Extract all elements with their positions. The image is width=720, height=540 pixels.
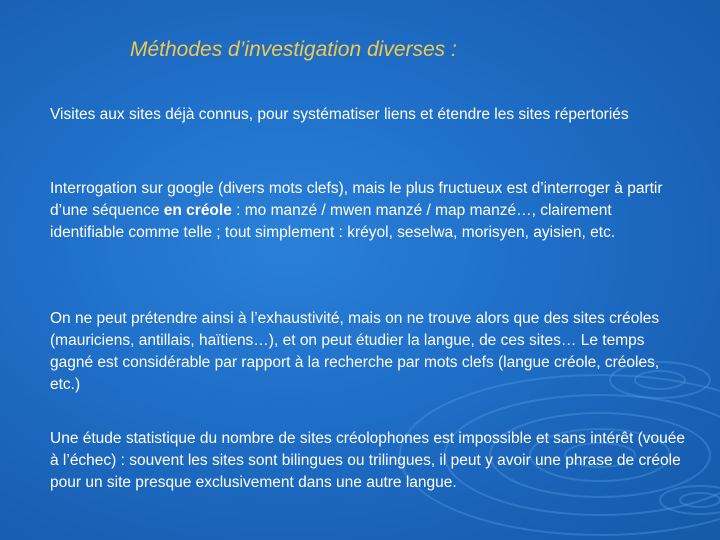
paragraph-google-search-bold: en créole [163, 202, 232, 219]
slide-title: Méthodes d’investigation diverses : [130, 38, 457, 61]
paragraph-exhaustivity: On ne peut prétendre ainsi à l’exhaustivité, mais on ne trouve alors que des sites créoles (mauriciens, antillais, haïtiens…), et on peut étudier la langue, de ces sites… Le temps gagné est considérable par rapport à la recherche par mots clefs (langue créole, créoles, etc.) [50, 310, 660, 393]
paragraph-google-search-rest: : mo manzé / mwen manzé / map manzé…, clairement identifiable comme telle ; tout simplement : kréyol, seselwa, morisyen, ayisien, etc. [50, 202, 616, 241]
paragraph-google-search-text: Interrogation sur google (divers mots clefs), mais le plus fructueux est d’interroger à partir d’une séquence [50, 180, 663, 219]
paragraph-statistics: Une étude statistique du nombre de sites créolophones est impossible et sans intérêt (vouée à l’échec) : souvent les sites sont bilingues ou trilingues, il peut y avoir une phrase de créole pour un site presque exclusivement dans une autre langue. [50, 430, 686, 491]
paragraph-google-search [50, 178, 690, 244]
paragraph-site-visits: Visites aux sites déjà connus, pour systématiser liens et étendre les sites répertoriés [50, 106, 629, 123]
